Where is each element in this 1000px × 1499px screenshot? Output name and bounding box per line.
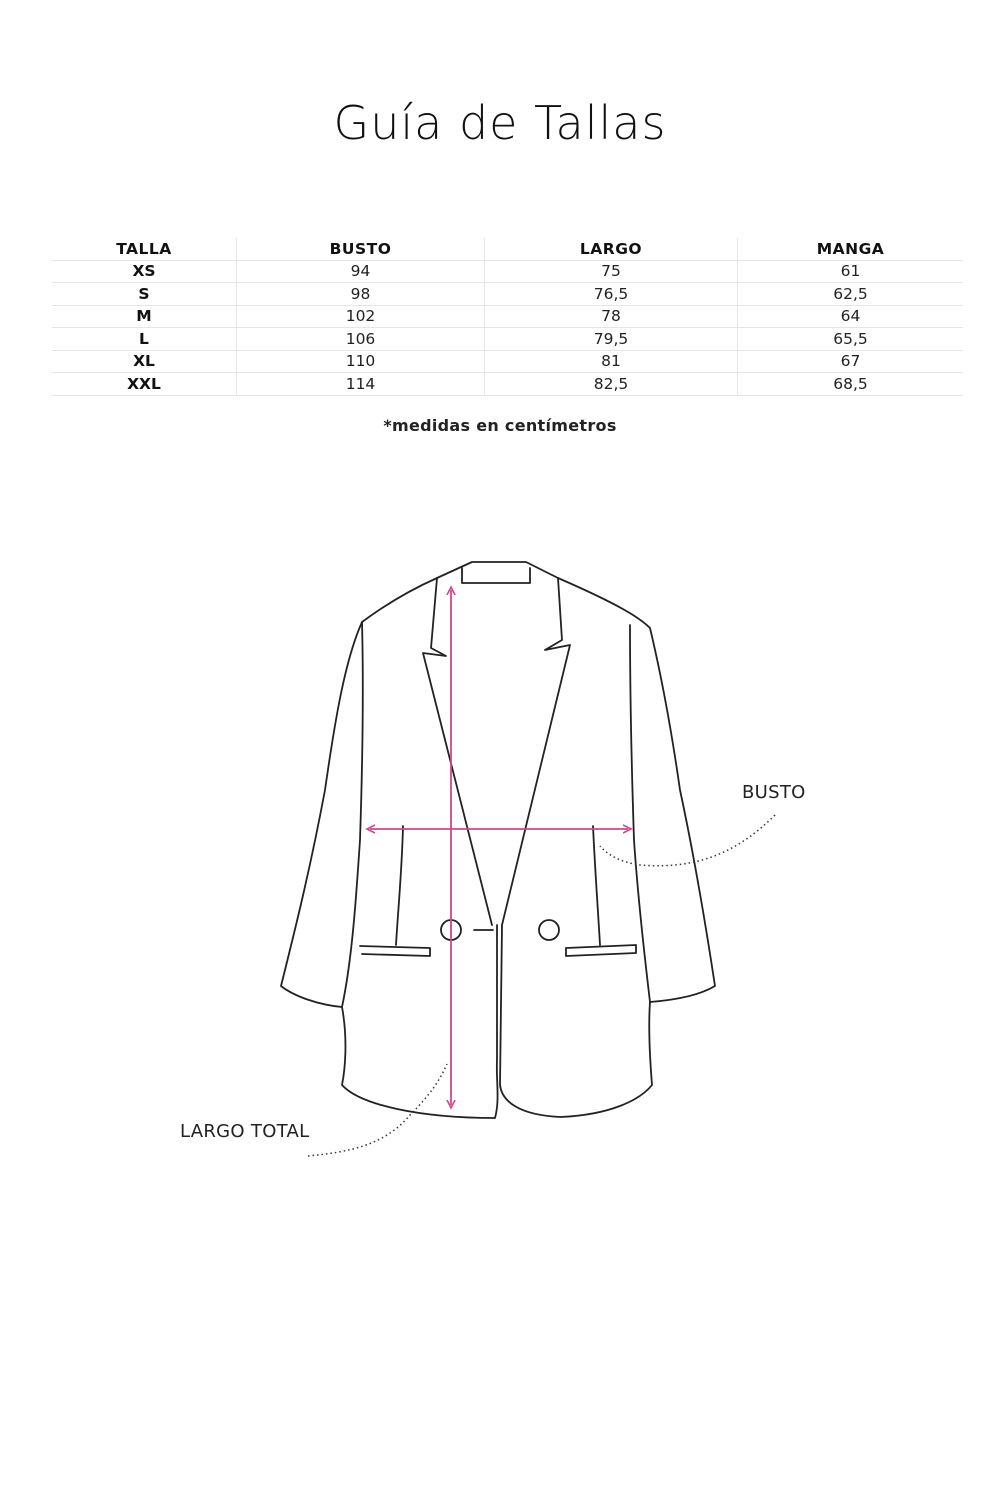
manga-cell: 62,5	[738, 283, 964, 306]
busto-cell: 94	[237, 260, 485, 283]
largo-total-label: LARGO TOTAL	[180, 1121, 310, 1142]
manga-cell: 68,5	[738, 373, 964, 396]
busto-cell: 106	[237, 328, 485, 351]
column-header-busto: BUSTO	[237, 238, 485, 260]
busto-cell: 102	[237, 305, 485, 328]
column-header-talla: TALLA	[52, 238, 237, 260]
manga-cell: 67	[738, 350, 964, 373]
column-header-manga: MANGA	[738, 238, 964, 260]
collar-outline	[437, 562, 558, 578]
largo-cell: 82,5	[485, 373, 738, 396]
largo-cell: 75	[485, 260, 738, 283]
left-dart	[396, 826, 403, 945]
jacket-body-outline	[281, 578, 715, 1118]
size-cell: M	[52, 305, 237, 328]
left-pocket	[360, 946, 430, 956]
left-sleeve-seam	[342, 622, 363, 1007]
size-cell: XS	[52, 260, 237, 283]
manga-cell: 64	[738, 305, 964, 328]
size-cell: XL	[52, 350, 237, 373]
left-lapel	[423, 578, 492, 925]
largo-cell: 81	[485, 350, 738, 373]
size-cell: L	[52, 328, 237, 351]
right-dart	[593, 826, 600, 945]
busto-cell: 110	[237, 350, 485, 373]
collar-inner	[462, 568, 530, 583]
busto-cell: 98	[237, 283, 485, 306]
largo-cell: 76,5	[485, 283, 738, 306]
measurement-note: *medidas en centímetros	[383, 416, 617, 435]
busto-cell: 114	[237, 373, 485, 396]
column-header-largo: LARGO	[485, 238, 738, 260]
size-cell: XXL	[52, 373, 237, 396]
largo-cell: 79,5	[485, 328, 738, 351]
page-title: Guía de Tallas	[333, 96, 667, 150]
button-right	[539, 920, 559, 940]
size-cell: S	[52, 283, 237, 306]
manga-cell: 61	[738, 260, 964, 283]
manga-cell: 65,5	[738, 328, 964, 351]
largo-leader	[308, 1064, 447, 1156]
right-lapel	[502, 578, 570, 925]
right-pocket	[566, 945, 636, 956]
largo-cell: 78	[485, 305, 738, 328]
busto-label: BUSTO	[742, 782, 806, 803]
